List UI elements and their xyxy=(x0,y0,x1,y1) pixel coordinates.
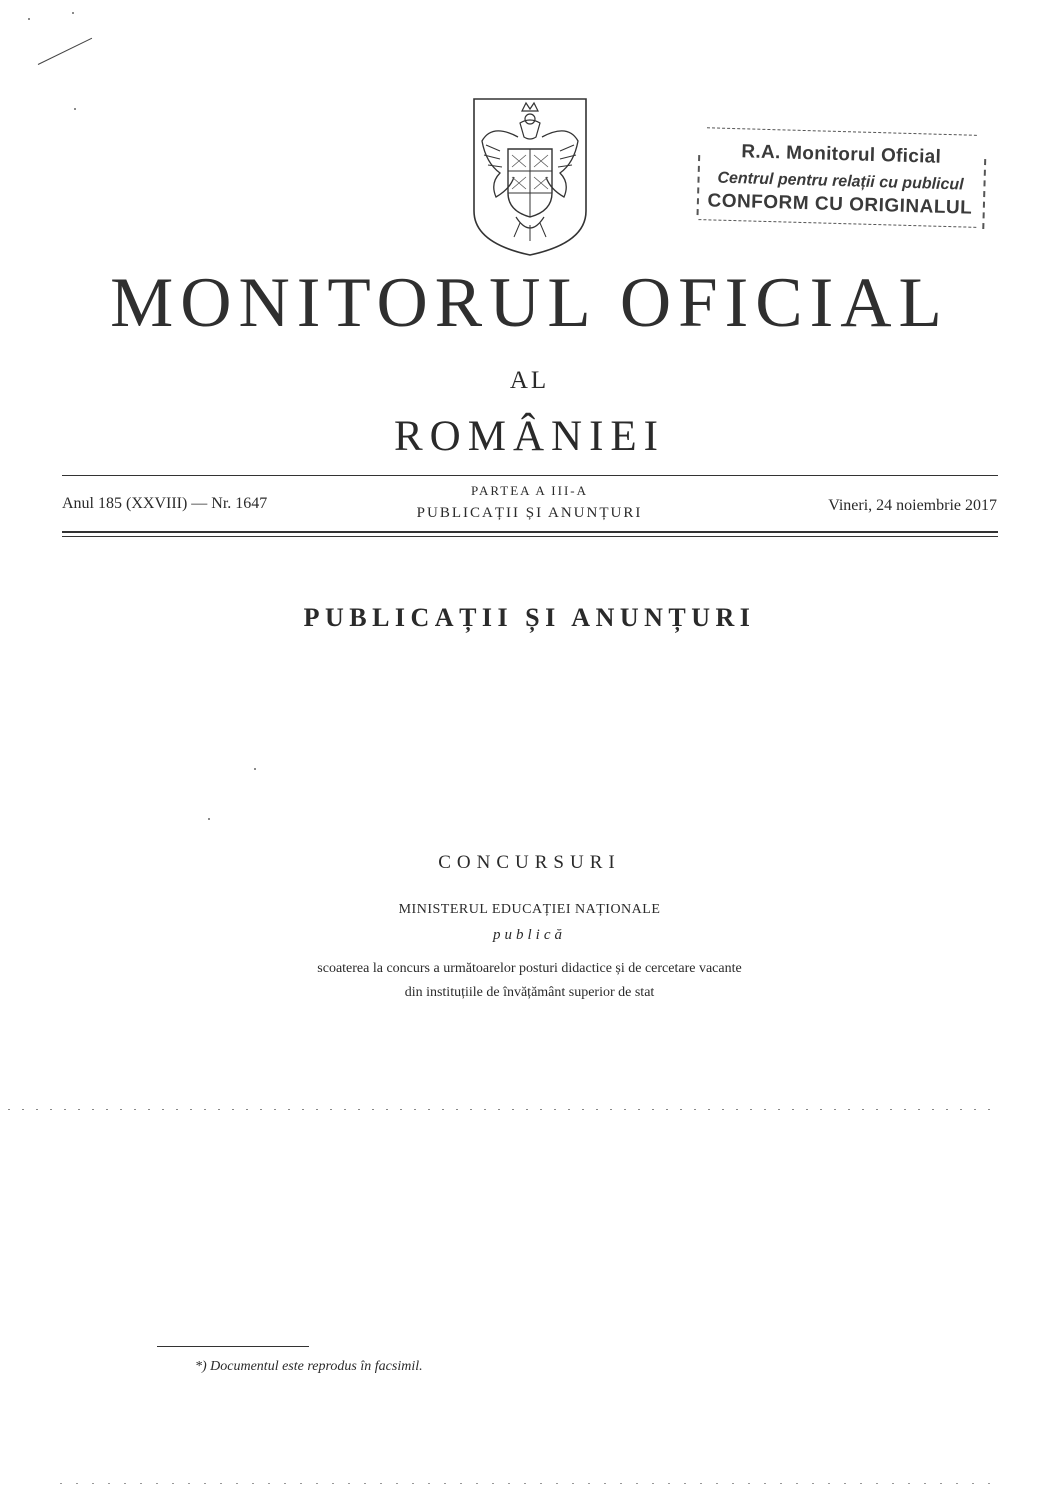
stamp-line-2: Centrul pentru relații cu publicul xyxy=(717,169,964,194)
masthead-country: ROMÂNIEI xyxy=(394,413,665,460)
section-title: PUBLICAȚII ȘI ANUNȚURI xyxy=(303,603,756,632)
scan-dot xyxy=(74,108,76,110)
ministry-name: MINISTERUL EDUCAȚIEI NAȚIONALE xyxy=(398,902,661,917)
scan-dotted-row xyxy=(0,1108,1059,1111)
masthead-title: MONITORUL OFICIAL xyxy=(110,264,949,342)
scan-dot xyxy=(208,818,210,820)
footnote-rule xyxy=(157,1346,309,1347)
part-subtitle: PUBLICAȚII ȘI ANUNȚURI xyxy=(416,505,643,521)
divider-bottom xyxy=(62,531,998,533)
conformity-stamp xyxy=(694,127,987,235)
announcement-line-1: scoaterea la concurs a următoarelor posturi didactice și de cercetare vacante xyxy=(317,961,742,976)
divider-bottom-thin xyxy=(62,536,998,537)
divider-top xyxy=(62,475,998,476)
romania-coat-of-arms-icon xyxy=(470,93,590,258)
scan-mark xyxy=(38,38,92,65)
scan-dot xyxy=(72,12,74,14)
scan-dot xyxy=(254,768,256,770)
stamp-line-3: CONFORM CU ORIGINALUL xyxy=(707,190,973,219)
stamp-line-1: R.A. Monitorul Oficial xyxy=(741,141,942,168)
publica-word: publică xyxy=(493,927,566,943)
announcement-heading: CONCURSURI xyxy=(438,852,621,873)
masthead-al: AL xyxy=(509,367,550,394)
announcement-line-2: din instituțiile de învățământ superior de stat xyxy=(404,985,655,1000)
scan-dot xyxy=(28,18,30,20)
issue-number: Anul 185 (XXVIII) — Nr. 1647 xyxy=(62,495,268,512)
part-label: PARTEA A III-A xyxy=(470,483,589,498)
issue-date: Vineri, 24 noiembrie 2017 xyxy=(828,497,997,514)
footnote: *) Documentul este reprodus în facsimil. xyxy=(195,1359,423,1374)
scan-dotted-row xyxy=(0,1482,1059,1485)
